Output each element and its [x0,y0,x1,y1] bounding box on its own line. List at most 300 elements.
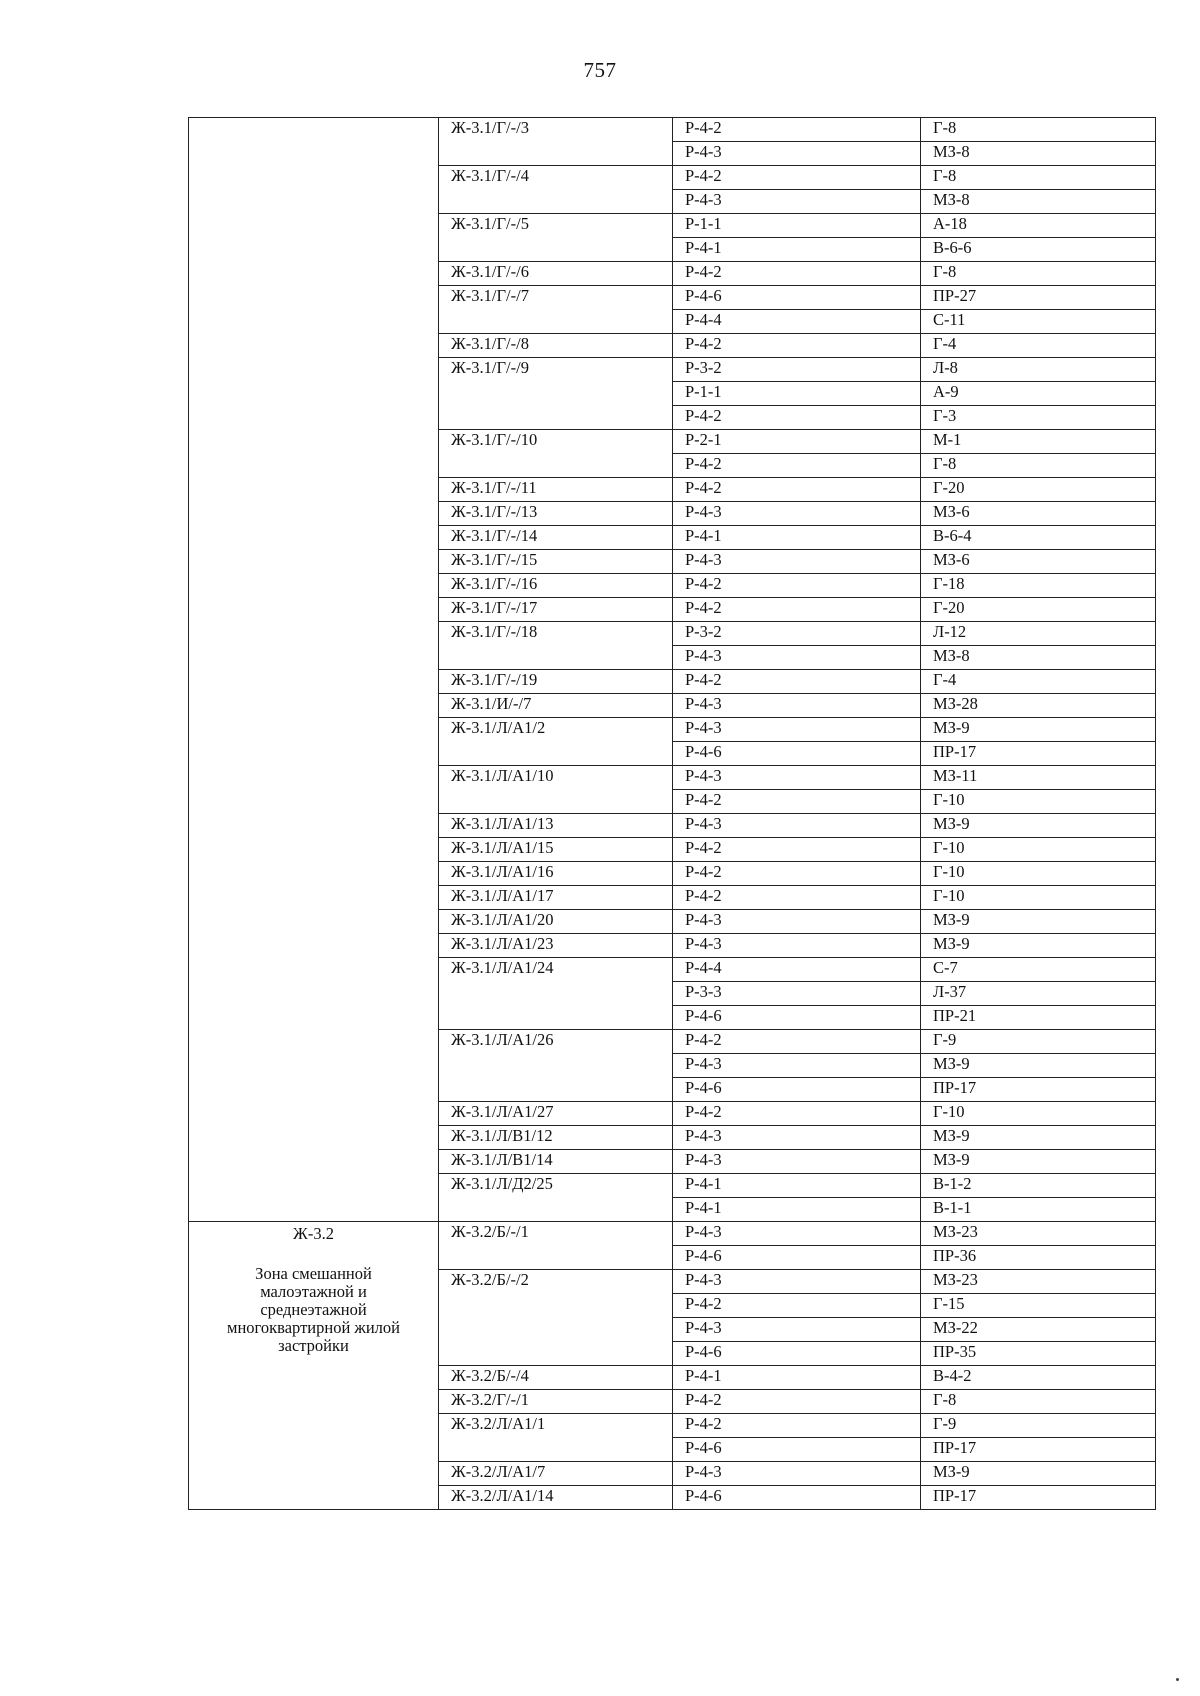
regulation-code: Р-4-3 [685,1126,722,1145]
subzone-code: Ж-3.2/Л/А1/1 [451,1414,546,1433]
parameter-code: МЗ-8 [933,646,970,665]
subzone-code: Ж-3.1/Л/А1/26 [451,1030,554,1049]
parameter-code-cell [921,1414,1156,1438]
regulation-code: Р-4-2 [685,478,722,497]
regulation-code: Р-4-1 [685,1174,722,1193]
regulation-code-cell [673,958,921,982]
parameter-code-cell [921,1342,1156,1366]
subzone-code: Ж-3.2/Б/-/1 [451,1222,529,1241]
regulation-code-cell [673,454,921,478]
subzone-code-cell [439,1366,673,1390]
parameter-code: МЗ-9 [933,1150,970,1169]
parameter-code: ПР-17 [933,742,977,761]
subzone-code: Ж-3.1/Г/-/3 [451,118,529,137]
regulation-code-cell [673,838,921,862]
parameter-code: МЗ-6 [933,550,970,569]
regulation-code: Р-4-6 [685,1078,722,1097]
subzone-code: Ж-3.2/Л/А1/14 [451,1486,554,1505]
parameter-code-cell [921,1366,1156,1390]
parameter-code-cell [921,214,1156,238]
regulation-code: Р-4-6 [685,1246,722,1265]
subzone-code-cell [439,1270,673,1366]
regulation-code: Р-4-2 [685,1294,722,1313]
parameter-code-cell [921,1270,1156,1294]
parameter-code-cell [921,838,1156,862]
subzone-code-cell [439,262,673,286]
subzone-code-cell [439,358,673,430]
regulation-code-cell [673,1246,921,1270]
regulation-code-cell [673,142,921,166]
subzone-code-cell [439,598,673,622]
table-row [189,118,1156,142]
parameter-code-cell [921,1438,1156,1462]
parameter-code: А-18 [933,214,967,233]
regulation-code: Р-4-2 [685,670,722,689]
parameter-code: МЗ-23 [933,1222,978,1241]
regulation-code-cell [673,670,921,694]
parameter-code-cell [921,574,1156,598]
regulation-code-cell [673,550,921,574]
regulation-code-cell [673,622,921,646]
parameter-code-cell [921,1102,1156,1126]
parameter-code: ПР-17 [933,1486,977,1505]
subzone-code: Ж-3.1/Л/А1/15 [451,838,554,857]
regulation-code: Р-4-1 [685,1198,722,1217]
regulation-code: Р-4-2 [685,118,722,137]
regulation-code-cell [673,406,921,430]
subzone-code: Ж-3.1/Г/-/17 [451,598,538,617]
regulation-code: Р-3-2 [685,622,722,641]
regulation-code: Р-4-2 [685,574,722,593]
subzone-code-cell [439,1414,673,1462]
parameter-code-cell [921,646,1156,670]
parameter-code-cell [921,718,1156,742]
parameter-code: Г-8 [933,1390,957,1409]
subzone-code: Ж-3.1/Г/-/10 [451,430,538,449]
table-row [189,1222,1156,1246]
parameter-code: Л-12 [933,622,967,641]
subzone-code-cell [439,958,673,1030]
parameter-code-cell [921,454,1156,478]
regulation-code-cell [673,910,921,934]
parameter-code: Г-20 [933,478,965,497]
subzone-code-cell [439,1486,673,1510]
parameter-code: МЗ-8 [933,142,970,161]
subzone-code: Ж-3.2/Л/А1/7 [451,1462,546,1481]
parameter-code: ПР-17 [933,1078,977,1097]
subzone-code-cell [439,622,673,670]
subzone-code-cell [439,166,673,214]
parameter-code-cell [921,430,1156,454]
regulation-code: Р-4-3 [685,1054,722,1073]
parameter-code-cell [921,814,1156,838]
subzone-code: Ж-3.1/Л/В1/14 [451,1150,553,1169]
subzone-code: Ж-3.1/Г/-/4 [451,166,529,185]
regulation-code: Р-4-2 [685,1102,722,1121]
regulation-code: Р-4-2 [685,334,722,353]
subzone-code: Ж-3.2/Б/-/2 [451,1270,529,1289]
parameter-code: А-9 [933,382,959,401]
parameter-code: Г-15 [933,1294,965,1313]
regulation-code: Р-4-1 [685,1366,722,1385]
subzone-code-cell [439,430,673,478]
parameter-code: Л-8 [933,358,958,377]
regulation-code-cell [673,1366,921,1390]
regulation-code-cell [673,1078,921,1102]
regulation-code: Р-4-3 [685,766,722,785]
regulation-code-cell [673,1438,921,1462]
parameter-code: Г-8 [933,454,957,473]
parameter-code-cell [921,766,1156,790]
parameter-code-cell [921,1318,1156,1342]
regulation-code-cell [673,214,921,238]
subzone-code: Ж-3.1/Г/-/9 [451,358,529,377]
regulation-code: Р-4-2 [685,454,722,473]
regulation-code: Р-4-2 [685,790,722,809]
parameter-code: В-4-2 [933,1366,972,1385]
regulation-code-cell [673,1486,921,1510]
parameter-code-cell [921,862,1156,886]
regulation-code: Р-4-2 [685,262,722,281]
parameter-code: Л-37 [933,982,967,1001]
subzone-code: Ж-3.1/Л/А1/27 [451,1102,554,1121]
regulation-code-cell [673,1054,921,1078]
regulation-code: Р-4-3 [685,934,722,953]
regulation-code: Р-4-3 [685,910,722,929]
parameter-code-cell [921,526,1156,550]
zone-description: Зона смешанной малоэтажной и среднеэтажной многоквартирной жилой застройки [227,1263,400,1356]
parameter-code: Г-10 [933,790,965,809]
parameter-code: Г-9 [933,1414,957,1433]
regulation-code-cell [673,718,921,742]
parameter-code: МЗ-9 [933,814,970,833]
subzone-code: Ж-3.1/Л/А1/13 [451,814,554,833]
regulation-code-cell [673,382,921,406]
parameter-code: ПР-21 [933,1006,977,1025]
subzone-code: Ж-3.1/Г/-/19 [451,670,538,689]
regulation-code: Р-4-4 [685,958,722,977]
parameter-code-cell [921,1246,1156,1270]
regulation-code: Р-4-3 [685,1150,722,1169]
subzone-code: Ж-3.1/Г/-/5 [451,214,529,233]
subzone-code: Ж-3.1/Л/А1/23 [451,934,554,953]
regulation-code-cell [673,1318,921,1342]
subzone-code-cell [439,478,673,502]
parameter-code-cell [921,478,1156,502]
regulation-code: Р-4-3 [685,550,722,569]
subzone-code-cell [439,814,673,838]
parameter-code-cell [921,622,1156,646]
regulation-code-cell [673,1150,921,1174]
parameter-code-cell [921,406,1156,430]
subzone-code-cell [439,574,673,598]
parameter-code: МЗ-28 [933,694,978,713]
parameter-code-cell [921,358,1156,382]
regulation-code-cell [673,262,921,286]
regulation-code-cell [673,1030,921,1054]
zone-cell [189,1222,439,1510]
subzone-code-cell [439,502,673,526]
parameter-code: Г-20 [933,598,965,617]
subzone-code: Ж-3.1/Г/-/6 [451,262,529,281]
regulation-code: Р-4-3 [685,502,722,521]
parameter-code-cell [921,1006,1156,1030]
parameter-code-cell [921,238,1156,262]
regulation-code: Р-4-6 [685,742,722,761]
parameter-code: МЗ-9 [933,934,970,953]
regulation-code-cell [673,742,921,766]
regulation-code-cell [673,1294,921,1318]
subzone-code-cell [439,838,673,862]
parameter-code: В-6-6 [933,238,972,257]
parameter-code: Г-18 [933,574,965,593]
parameter-code-cell [921,1030,1156,1054]
parameter-code-cell [921,1390,1156,1414]
regulation-code: Р-4-3 [685,646,722,665]
parameter-code: Г-8 [933,166,957,185]
parameter-code-cell [921,742,1156,766]
regulation-code: Р-4-2 [685,838,722,857]
regulation-code: Р-4-4 [685,310,722,329]
parameter-code: Г-10 [933,1102,965,1121]
subzone-code: Ж-3.2/Г/-/1 [451,1390,529,1409]
regulation-code: Р-4-6 [685,1486,722,1505]
subzone-code: Ж-3.1/Л/А1/24 [451,958,554,977]
subzone-code: Ж-3.1/Л/А1/2 [451,718,546,737]
parameter-code: Г-10 [933,838,965,857]
parameter-code-cell [921,262,1156,286]
parameter-code: МЗ-6 [933,502,970,521]
regulation-code: Р-4-6 [685,1006,722,1025]
subzone-code-cell [439,910,673,934]
regulation-code-cell [673,526,921,550]
regulation-code-cell [673,694,921,718]
regulation-code: Р-4-1 [685,238,722,257]
subzone-code-cell [439,934,673,958]
regulation-code: Р-4-3 [685,142,722,161]
subzone-code-cell [439,550,673,574]
subzone-code-cell [439,1102,673,1126]
subzone-code: Ж-3.1/Г/-/16 [451,574,538,593]
parameter-code-cell [921,1126,1156,1150]
regulation-code-cell [673,238,921,262]
parameter-code: ПР-35 [933,1342,977,1361]
subzone-code: Ж-3.1/Г/-/11 [451,478,537,497]
regulation-code: Р-4-2 [685,1390,722,1409]
parameter-code-cell [921,694,1156,718]
regulation-code-cell [673,334,921,358]
parameter-code-cell [921,1486,1156,1510]
parameter-code: Г-9 [933,1030,957,1049]
subzone-code: Ж-3.1/Г/-/15 [451,550,538,569]
regulation-code: Р-4-2 [685,1414,722,1433]
scan-speck [1176,1678,1179,1681]
parameter-code-cell [921,958,1156,982]
regulation-code-cell [673,1198,921,1222]
parameter-code-cell [921,790,1156,814]
parameter-code-cell [921,310,1156,334]
subzone-code-cell [439,886,673,910]
parameter-code-cell [921,502,1156,526]
parameter-code-cell [921,142,1156,166]
regulation-code: Р-4-3 [685,1222,722,1241]
parameter-code-cell [921,190,1156,214]
subzone-code-cell [439,334,673,358]
parameter-code: Г-4 [933,334,957,353]
subzone-code: Ж-3.1/Л/А1/17 [451,886,554,905]
regulation-code-cell [673,478,921,502]
regulation-code: Р-4-6 [685,1438,722,1457]
zone-code: Ж-3.2 [293,1224,334,1243]
parameter-code: В-1-1 [933,1198,972,1217]
parameter-code-cell [921,550,1156,574]
subzone-code: Ж-3.1/Г/-/18 [451,622,538,641]
regulation-code-cell [673,766,921,790]
regulation-code: Р-4-3 [685,718,722,737]
parameter-code: В-1-2 [933,1174,972,1193]
regulation-code-cell [673,358,921,382]
parameter-code: В-6-4 [933,526,972,545]
parameter-code: Г-3 [933,406,957,425]
parameter-code-cell [921,934,1156,958]
regulation-code: Р-4-3 [685,190,722,209]
regulation-code: Р-3-3 [685,982,722,1001]
regulation-code-cell [673,598,921,622]
regulation-code-cell [673,118,921,142]
regulation-code-cell [673,574,921,598]
subzone-code-cell [439,118,673,166]
regulation-code: Р-4-6 [685,1342,722,1361]
regulation-code: Р-3-2 [685,358,722,377]
parameter-code-cell [921,1222,1156,1246]
parameter-code-cell [921,598,1156,622]
parameter-code: МЗ-8 [933,190,970,209]
parameter-code: С-7 [933,958,958,977]
parameter-code: МЗ-9 [933,718,970,737]
regulation-code: Р-2-1 [685,430,722,449]
regulation-code-cell [673,310,921,334]
regulation-code: Р-4-3 [685,1318,722,1337]
parameter-code: МЗ-9 [933,1126,970,1145]
regulation-code-cell [673,1174,921,1198]
regulation-code: Р-4-1 [685,526,722,545]
regulation-code: Р-4-2 [685,862,722,881]
subzone-code: Ж-3.1/Г/-/14 [451,526,538,545]
regulation-code-cell [673,1342,921,1366]
regulation-code: Р-4-3 [685,694,722,713]
parameter-code-cell [921,1078,1156,1102]
parameter-code-cell [921,1150,1156,1174]
subzone-code-cell [439,718,673,766]
regulation-code: Р-4-2 [685,166,722,185]
parameter-code: МЗ-9 [933,1054,970,1073]
parameter-code-cell [921,1198,1156,1222]
subzone-code: Ж-3.1/Л/А1/10 [451,766,554,785]
regulation-code: Р-4-2 [685,406,722,425]
regulation-code-cell [673,1390,921,1414]
parameter-code-cell [921,670,1156,694]
subzone-code-cell [439,526,673,550]
parameter-code-cell [921,1174,1156,1198]
regulation-code: Р-4-2 [685,598,722,617]
parameter-code: Г-10 [933,886,965,905]
parameter-code-cell [921,1462,1156,1486]
regulation-code-cell [673,430,921,454]
subzone-code-cell [439,694,673,718]
parameter-code-cell [921,910,1156,934]
subzone-code-cell [439,1150,673,1174]
regulation-code: Р-4-3 [685,1270,722,1289]
regulation-code: Р-4-3 [685,1462,722,1481]
regulation-code-cell [673,1006,921,1030]
regulation-code: Р-4-2 [685,886,722,905]
regulation-code-cell [673,1126,921,1150]
regulation-code: Р-4-2 [685,1030,722,1049]
parameter-code: Г-8 [933,118,957,137]
subzone-code: Ж-3.1/И/-/7 [451,694,532,713]
regulation-code-cell [673,502,921,526]
regulation-code-cell [673,886,921,910]
parameter-code: Г-4 [933,670,957,689]
subzone-code-cell [439,1174,673,1222]
subzone-code-cell [439,766,673,814]
parameter-code: МЗ-23 [933,1270,978,1289]
subzone-code: Ж-3.2/Б/-/4 [451,1366,529,1385]
subzone-code-cell [439,1030,673,1102]
parameter-code: МЗ-9 [933,910,970,929]
parameter-code-cell [921,1294,1156,1318]
parameter-code-cell [921,166,1156,190]
subzone-code: Ж-3.1/Г/-/8 [451,334,529,353]
subzone-code-cell [439,214,673,262]
subzone-code: Ж-3.1/Л/В1/12 [451,1126,553,1145]
parameter-code: М-1 [933,430,962,449]
parameter-code-cell [921,982,1156,1006]
regulation-code-cell [673,1270,921,1294]
parameter-code-cell [921,286,1156,310]
regulation-code-cell [673,286,921,310]
parameter-code-cell [921,334,1156,358]
parameter-code: Г-8 [933,262,957,281]
subzone-code: Ж-3.1/Л/А1/20 [451,910,554,929]
parameter-code-cell [921,118,1156,142]
regulation-code-cell [673,1222,921,1246]
parameter-code: МЗ-11 [933,766,978,785]
subzone-code: Ж-3.1/Г/-/13 [451,502,538,521]
parameter-code: С-11 [933,310,966,329]
regulation-code: Р-4-3 [685,814,722,833]
subzone-code: Ж-3.1/Л/А1/16 [451,862,554,881]
regulation-code-cell [673,190,921,214]
parameter-code-cell [921,886,1156,910]
parameter-code: МЗ-22 [933,1318,978,1337]
regulation-code-cell [673,790,921,814]
parameter-code: ПР-27 [933,286,977,305]
subzone-code-cell [439,286,673,334]
parameter-code: Г-10 [933,862,965,881]
regulation-code-cell [673,934,921,958]
regulation-code-cell [673,1102,921,1126]
regulation-code-cell [673,814,921,838]
parameter-code: ПР-17 [933,1438,977,1457]
subzone-code: Ж-3.1/Л/Д2/25 [451,1174,553,1193]
subzone-code: Ж-3.1/Г/-/7 [451,286,529,305]
subzone-code-cell [439,1390,673,1414]
page-number: 757 [583,58,617,82]
regulation-code-cell [673,646,921,670]
regulation-code: Р-1-1 [685,382,722,401]
subzone-code-cell [439,862,673,886]
